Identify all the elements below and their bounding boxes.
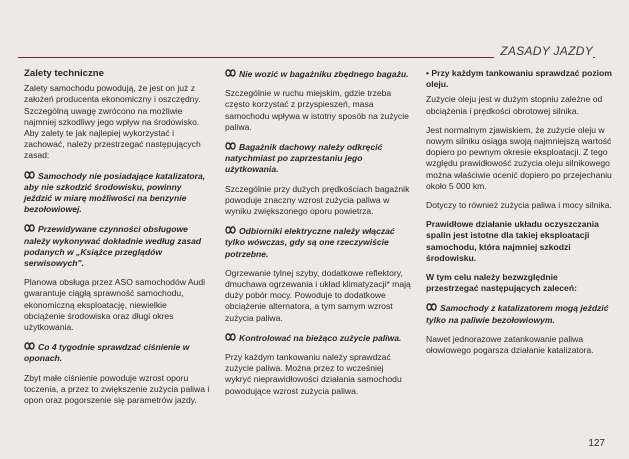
paragraph: Planowa obsługa przez ASO samochodów Audi gwarantuje ciągłą sprawność samochodu, ekonomiczną eksploatację, niewielkie obciążenie środowiska oraz długi okres użytkowania. (24, 277, 206, 333)
recommendation-text: Co 4 tygodnie sprawdzać ciśnienie w oponach. (24, 342, 190, 364)
column-1 (24, 68, 210, 414)
environment-icon (426, 302, 437, 312)
recommendation (24, 223, 210, 269)
environment-icon (24, 223, 35, 233)
bullet-item: • Przy każdym tankowaniu sprawdzać poziom oleju. (426, 68, 612, 90)
bold-paragraph: W tym celu należy bezwzględnie przestrzegać następujących zaleceń: (426, 272, 577, 294)
bold-paragraph: Prawidłowe działanie układu oczyszczania spalin jest istotne dla takiej eksploatacji samochodu, która najmniej szkodzi środowisku. (426, 219, 599, 263)
recommendation-text: Odbiorniki elektryczne należy włączać tylko wówczas, gdy są one rzeczywiście potrzebne. (225, 226, 395, 259)
paragraph: Zalety samochodu powodują, że jest on już z założeń producenta ekonomiczny i oszczędny. Szczególną uwagę zwrócono na możliwie najmniej szkodliwy jego wpływ na środowisko. Aby zalety te jak najlepiej wykorzystać i zachować, należy przestrzegać następujących zasad: (24, 83, 201, 161)
environment-icon (225, 141, 236, 151)
recommendation (225, 225, 412, 260)
paragraph: Zużycie oleju jest w dużym stopniu zależne od obciążenia i prędkości obrotowej silnika. (426, 94, 603, 116)
environment-icon (24, 341, 35, 351)
column-3 (426, 68, 612, 364)
paragraph: Jest normalnym zjawiskiem, że zużycie oleju w nowym silniku osiąga swoją najmniejszą wartość dopiero po pewnym okresie eksploatacji. Z tego względu prawidłowość zużycia oleju silnikowego można właściwie ocenić dopiero po przejechaniu około 5 000 km. (426, 124, 612, 191)
recommendation-text: Bagażnik dachowy należy odkręcić natychmiast po zaprzestaniu jego użytkowania. (225, 142, 383, 175)
environment-icon (225, 225, 236, 235)
paragraph: Ogrzewanie tylnej szyby, dodatkowe reflektory, dmuchawa ogrzewania i układ klimatyzacji* mają duży pobór mocy. Powoduje to dodatkowe obciążenie alternatora, a tym samym wzrost zużycia paliwa. (225, 267, 411, 323)
section-title: ZASADY JAZDY (494, 44, 593, 58)
paragraph: Nawet jednorazowe zatankowanie paliwa ołowiowego pogarsza działanie katalizatora. (426, 333, 594, 356)
paragraph: Szczególnie w ruchu miejskim, gdzie trzeba często korzystać z przyspieszeń, masa samochodu wpływa w istotny sposób na zużycie paliwa. (225, 88, 409, 132)
recommendation-text: Przewidywane czynności obsługowe należy wykonywać dokładnie według zasad podanych w „Książce przeglądów serwisowych". (24, 224, 202, 269)
paragraph: Zbyt małe ciśnienie powoduje wzrost oporu toczenia, a przez to zwiększenie zużycia paliwa i opon oraz pogorszenie się parametrów jazdy. (24, 372, 210, 406)
recommendation (426, 302, 612, 325)
column-2 (225, 68, 412, 405)
recommendation-text: Kontrolować na bieżąco zużycie paliwa. (239, 332, 402, 343)
environment-icon (225, 332, 236, 342)
recommendation (225, 68, 412, 80)
recommendation-text: Samochody nie posiadające katalizatora, aby nie szkodzić środowisku, powinny jeździć w miarę możliwości na benzynie bezołowiowej. (24, 170, 206, 215)
paragraph: Szczególnie przy dużych prędkościach bagażnik powoduje znaczny wzrost zużycia paliwa w wyniku zwiększonego oporu powietrza. (225, 183, 410, 217)
environment-icon (24, 170, 35, 180)
recommendation (24, 170, 210, 216)
recommendation (24, 341, 210, 364)
recommendation-text: Samochody z katalizatorem mogą jeździć tylko na paliwie bezołowiowym. (426, 303, 609, 325)
heading-technical-advantages: Zalety techniczne (24, 68, 104, 79)
recommendation-text: Nie wozić w bagażniku zbędnego bagażu. (239, 69, 409, 79)
environment-icon (225, 68, 236, 78)
paragraph: Dotyczy to również zużycia paliwa i mocy silnika. (426, 200, 612, 211)
page-number: 127 (588, 438, 605, 449)
recommendation (225, 332, 412, 344)
recommendation (225, 141, 412, 176)
paragraph: Przy każdym tankowaniu należy sprawdzać zużycie paliwa. Można przez to wcześniej wykryć nieprawidłowości działania samochodu powodujące wzrost zużycia paliwa. (225, 352, 402, 396)
